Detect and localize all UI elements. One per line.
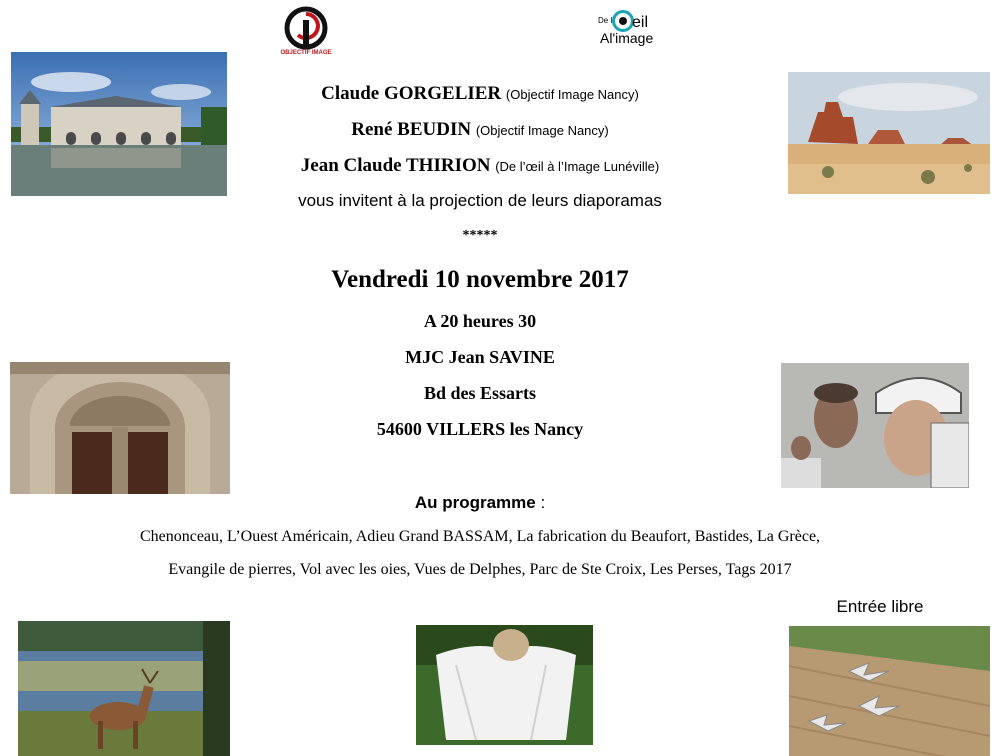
objectif-image-logo: OBJECTIF IMAGE — [276, 6, 336, 58]
oeil-image-logo: De l' eil Al'image — [596, 10, 658, 46]
program-line-1: Chenonceau, L’Ouest Américain, Adieu Grand BASSAM, La fabrication du Beaufort, Bastides, La Grèce, — [139, 528, 821, 545]
event-date: Vendredi 10 novembre 2017 — [331, 266, 629, 293]
graffiti-tags-photo — [781, 363, 969, 488]
event-street: Bd des Essarts — [423, 383, 537, 403]
event-venue: MJC Jean SAVINE — [405, 347, 555, 367]
deer-photo — [18, 621, 230, 756]
entree-libre: Entrée libre — [836, 597, 924, 616]
statue-sheet-photo — [416, 625, 593, 745]
chateau-chenonceau-photo — [11, 52, 227, 196]
program-title: Au programme : — [414, 493, 546, 512]
invitee-2: René BEUDIN (Objectif Image Nancy) — [351, 119, 609, 140]
church-portal-photo — [10, 362, 230, 494]
program-line-2: Evangile de pierres, Vol avec les oies, Vues de Delphes, Parc de Ste Croix, Les Perses, Tags 2017 — [168, 561, 792, 578]
invitee-3: Jean Claude THIRION (De l’œil à l’Image Lunéville) — [300, 155, 660, 176]
invitee-1: Claude GORGELIER (Objectif Image Nancy) — [321, 83, 639, 104]
monument-valley-photo — [788, 72, 990, 194]
geese-flying-photo — [789, 626, 990, 756]
separator: ***** — [462, 228, 498, 243]
event-city: 54600 VILLERS les Nancy — [376, 419, 584, 439]
invite-line: vous invitent à la projection de leurs diaporamas — [298, 191, 662, 210]
event-time: A 20 heures 30 — [423, 311, 537, 331]
